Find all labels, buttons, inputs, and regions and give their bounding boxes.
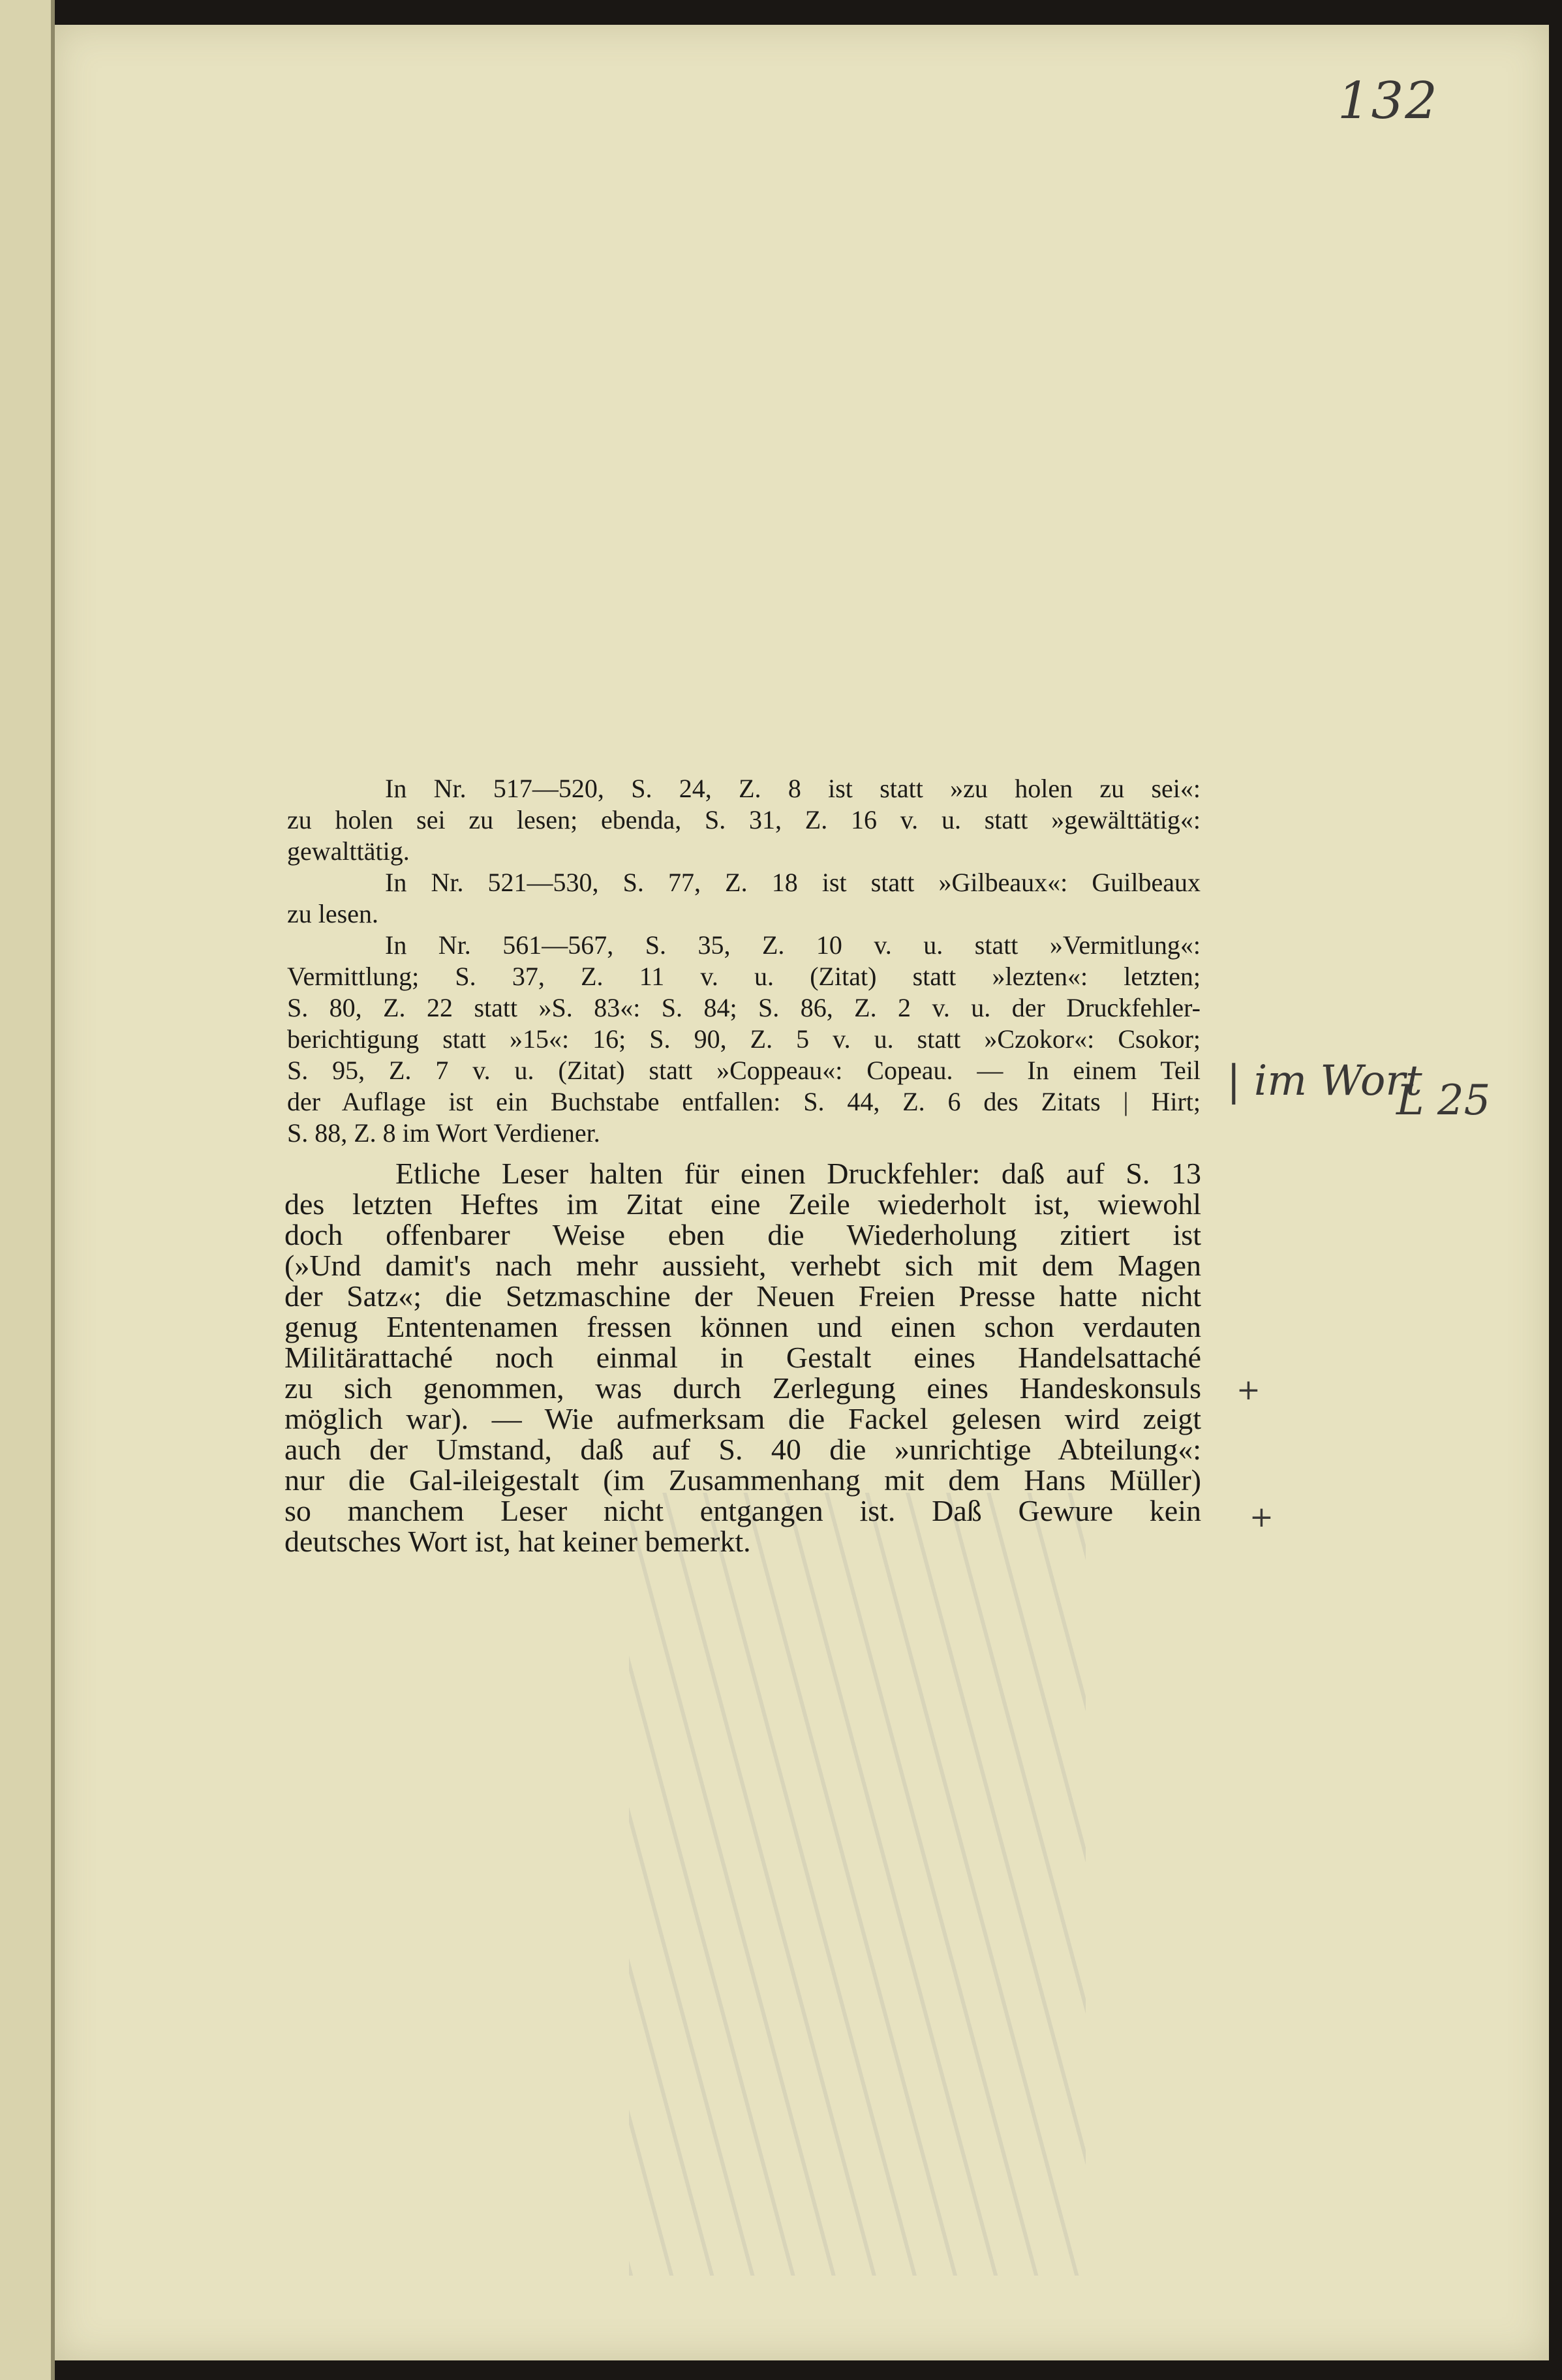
- text-line: des letzten Heftes im Zitat eine Zeile wiederholt ist, wiewohl: [284, 1187, 1201, 1221]
- left-page-edge: [0, 0, 55, 2380]
- text-line: gewalttätig.: [287, 836, 410, 866]
- text-line: genug Ententenamen fressen können und einen schon verdauten: [284, 1310, 1201, 1343]
- errata-paragraph: [287, 773, 1201, 1149]
- text-line: doch offenbarer Weise eben die Wiederholung zitiert ist: [284, 1218, 1201, 1251]
- faded-library-stamp: [629, 1493, 1086, 2276]
- text-line: möglich war). — Wie aufmerksam die Fackel gelesen wird zeigt: [284, 1402, 1201, 1435]
- text-line: der Auflage ist ein Buchstabe entfallen: S. 44, Z. 6 des Zitats | Hirt;: [287, 1087, 1201, 1116]
- text-line: deutsches Wort ist, hat keiner bemerkt.: [284, 1525, 751, 1558]
- text-line: zu holen sei zu lesen; ebenda, S. 31, Z. 16 v. u. statt »gewälttätig«:: [287, 805, 1201, 834]
- text-line: In Nr. 561—567, S. 35, Z. 10 v. u. statt »Vermitlung«:: [385, 930, 1201, 960]
- folio-number: 132: [1338, 72, 1439, 130]
- text-line: Militärattaché noch einmal in Gestalt eines Handelsattaché: [284, 1341, 1201, 1374]
- text-line: nur die Gal-ileigestalt (im Zusammenhang mit dem Hans Müller): [284, 1463, 1201, 1497]
- margin-note-count: L 25: [1396, 1076, 1491, 1125]
- margin-plus-mark: +: [1249, 1501, 1274, 1534]
- text-line: zu lesen.: [287, 899, 378, 928]
- text-line: zu sich genommen, was durch Zerlegung eines Handeskonsuls: [284, 1371, 1201, 1405]
- text-line: S. 88, Z. 8 im Wort Verdiener.: [287, 1118, 600, 1148]
- text-line: Vermittlung; S. 37, Z. 11 v. u. (Zitat) statt »lezten«: letzten;: [287, 962, 1201, 991]
- margin-note-im-wort: | im Wort: [1227, 1057, 1422, 1105]
- text-line: Etliche Leser halten für einen Druckfehler: daß auf S. 13: [395, 1157, 1201, 1190]
- text-line: der Satz«; die Setzmaschine der Neuen Freien Presse hatte nicht: [284, 1279, 1201, 1313]
- text-line: S. 95, Z. 7 v. u. (Zitat) statt »Coppeau«: Copeau. — In einem Teil: [287, 1056, 1201, 1085]
- commentary-paragraph: [284, 1158, 1201, 1557]
- text-line: (»Und damit's nach mehr aussieht, verhebt sich mit dem Magen: [284, 1249, 1201, 1282]
- text-line: auch der Umstand, daß auf S. 40 die »unrichtige Abteilung«:: [284, 1433, 1201, 1466]
- text-line: In Nr. 517—520, S. 24, Z. 8 ist statt »zu holen zu sei«:: [385, 774, 1201, 803]
- text-line: In Nr. 521—530, S. 77, Z. 18 ist statt »Gilbeaux«: Guilbeaux: [385, 868, 1201, 897]
- text-line: so manchem Leser nicht entgangen ist. Daß Gewure kein: [284, 1494, 1201, 1527]
- margin-plus-mark: +: [1236, 1373, 1261, 1407]
- text-line: berichtigung statt »15«: 16; S. 90, Z. 5 v. u. statt »Czokor«: Csokor;: [287, 1024, 1201, 1054]
- text-line: S. 80, Z. 22 statt »S. 83«: S. 84; S. 86, Z. 2 v. u. der Druckfehler-: [287, 993, 1201, 1022]
